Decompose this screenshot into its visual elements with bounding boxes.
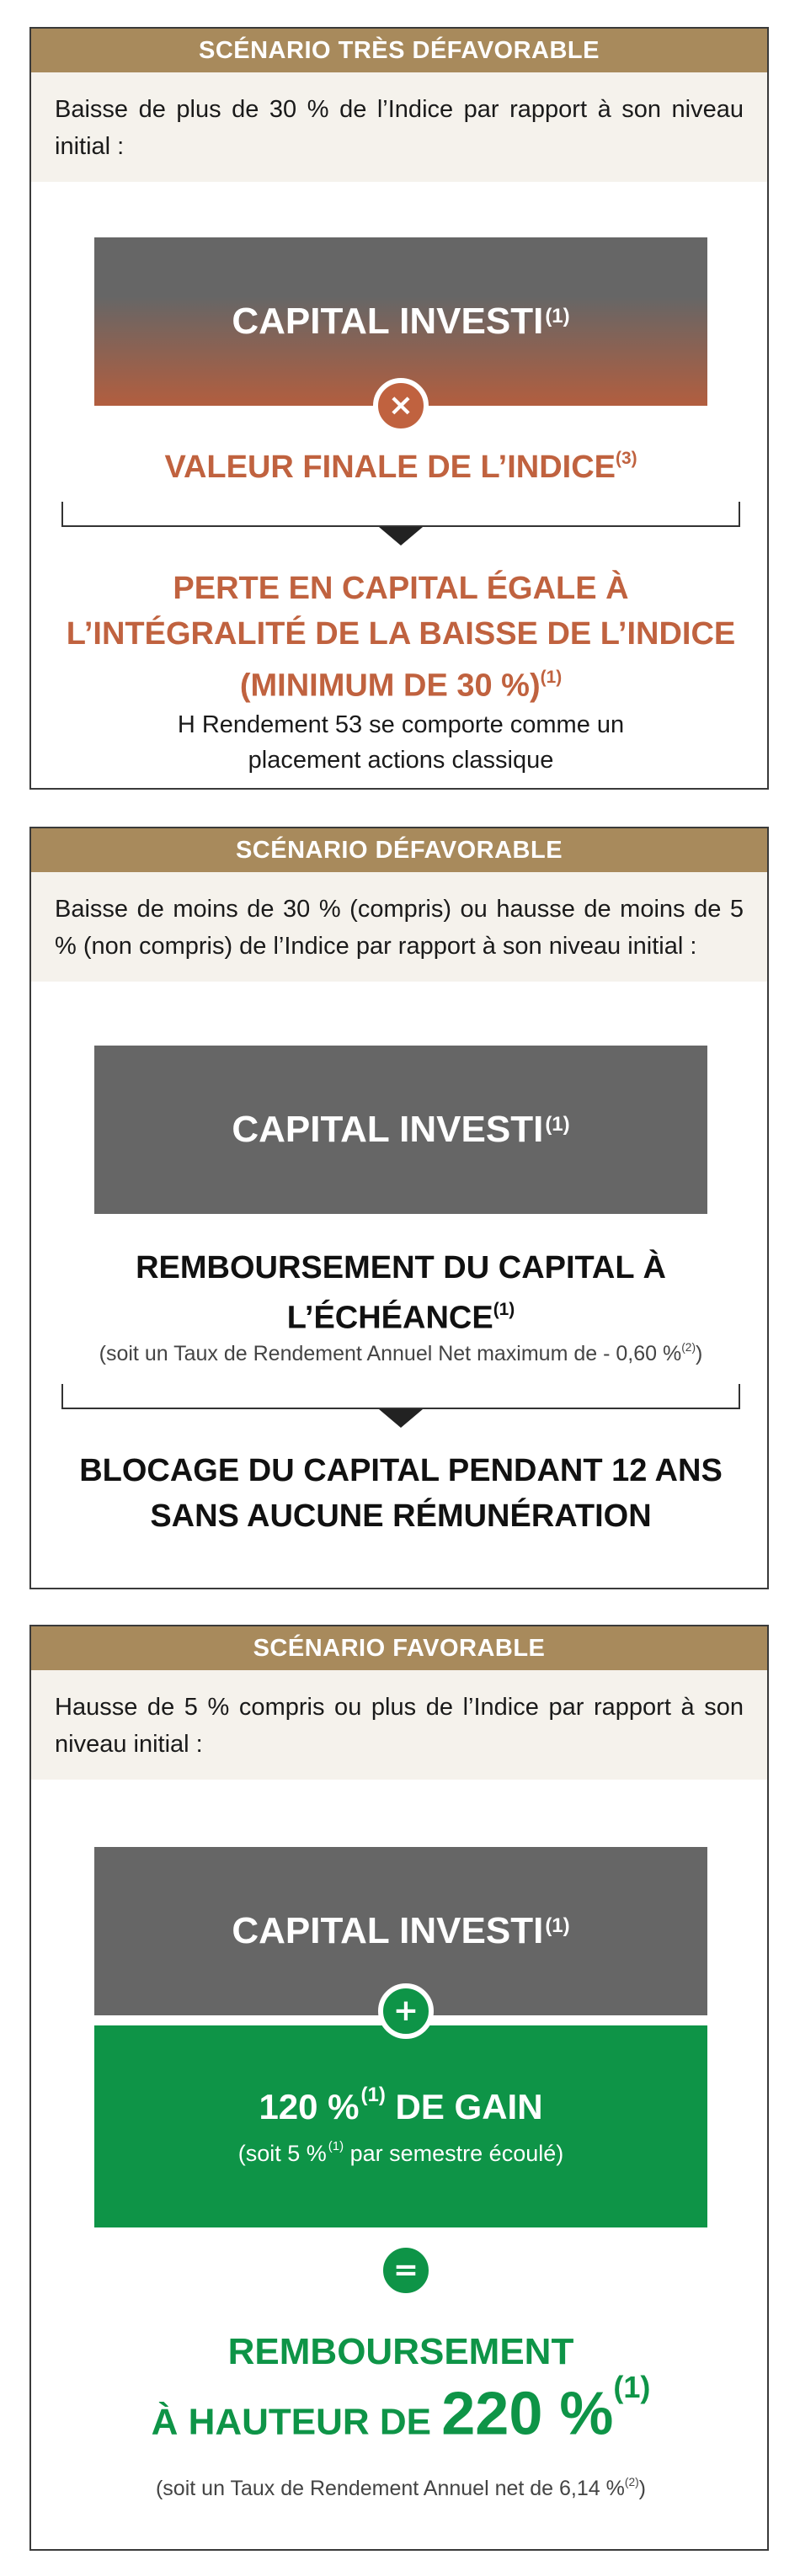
arrow-down-icon [379, 1409, 423, 1428]
arrow-down-icon [379, 527, 423, 546]
capital-loss-text: PERTE EN CAPITAL ÉGALE À L’INTÉGRALITÉ DE LA BAISSE DE L’INDICE (MINIMUM DE 30 %)$^{(1)}$ [66, 571, 736, 704]
plus-icon: + [378, 1983, 434, 2039]
annual-yield-note: (soit un Taux de Rendement Annuel net de 6,14 %$^{(2)}$) [155, 2475, 646, 2500]
gain-label: DE GAIN [385, 2086, 543, 2126]
scenario-header: SCÉNARIO FAVORABLE [31, 1626, 767, 1670]
scenario-description: Baisse de plus de 30 % de l’Indice par rapport à son niveau initial : [31, 72, 767, 182]
capital-label: CAPITAL INVESTI [232, 1109, 544, 1150]
index-final-value: VALEUR FINALE DE L’INDICE$^{(3)}$ [164, 449, 637, 485]
capital-blocking-text: BLOCAGE DU CAPITAL PENDANT 12 ANS SANS AUCUNE RÉMUNÉRATION [79, 1453, 723, 1534]
scenario-header: SCÉNARIO DÉFAVORABLE [31, 828, 767, 872]
classic-equity-note: H Rendement 53 se comporte comme un placement actions classique [177, 711, 625, 774]
capital-invested-box [94, 1046, 707, 1214]
capital-label: CAPITAL INVESTI [232, 1910, 544, 1951]
annual-yield-note: (soit un Taux de Rendement Annuel Net maximum de - 0,60 %$^{(2)}$) [99, 1340, 703, 1365]
scenario-header: SCÉNARIO TRÈS DÉFAVORABLE [31, 29, 767, 72]
scenario-very-unfavorable-card [29, 27, 769, 790]
capital-label: CAPITAL INVESTI [232, 301, 544, 342]
gain-box: 120 %$^{(1)}$ DE GAIN (soit 5 % $^{(1)}$ par semestre écoulé) [94, 2025, 707, 2227]
equals-icon: = [378, 2243, 434, 2298]
gain-value: 120 % [259, 2086, 360, 2126]
scenario-favorable-card [29, 1625, 769, 2551]
final-value: 220 % [441, 2380, 614, 2448]
bracket-divider [61, 1384, 740, 1409]
multiply-icon: × [373, 378, 429, 434]
scenario-description: Hausse de 5 % compris ou plus de l’Indice par rapport à son niveau initial : [31, 1670, 767, 1780]
footnote-ref: (1) [545, 1113, 570, 1136]
bracket-divider [61, 502, 740, 527]
capital-repayment-text: REMBOURSEMENT DU CAPITAL À L’ÉCHÉANCE$^{(1)}$ [136, 1250, 666, 1336]
footnote-ref: (1) [545, 305, 570, 327]
scenario-description: Baisse de moins de 30 % (compris) ou hausse de moins de 5 % (non compris) de l’Indice par rapport à son niveau initial : [31, 872, 767, 982]
footnote-ref: (1) [545, 1914, 570, 1937]
scenario-unfavorable-card [29, 827, 769, 1589]
final-repayment-text: REMBOURSEMENT À HAUTEUR DE 220 %$^{(1)}$ [151, 2331, 651, 2448]
